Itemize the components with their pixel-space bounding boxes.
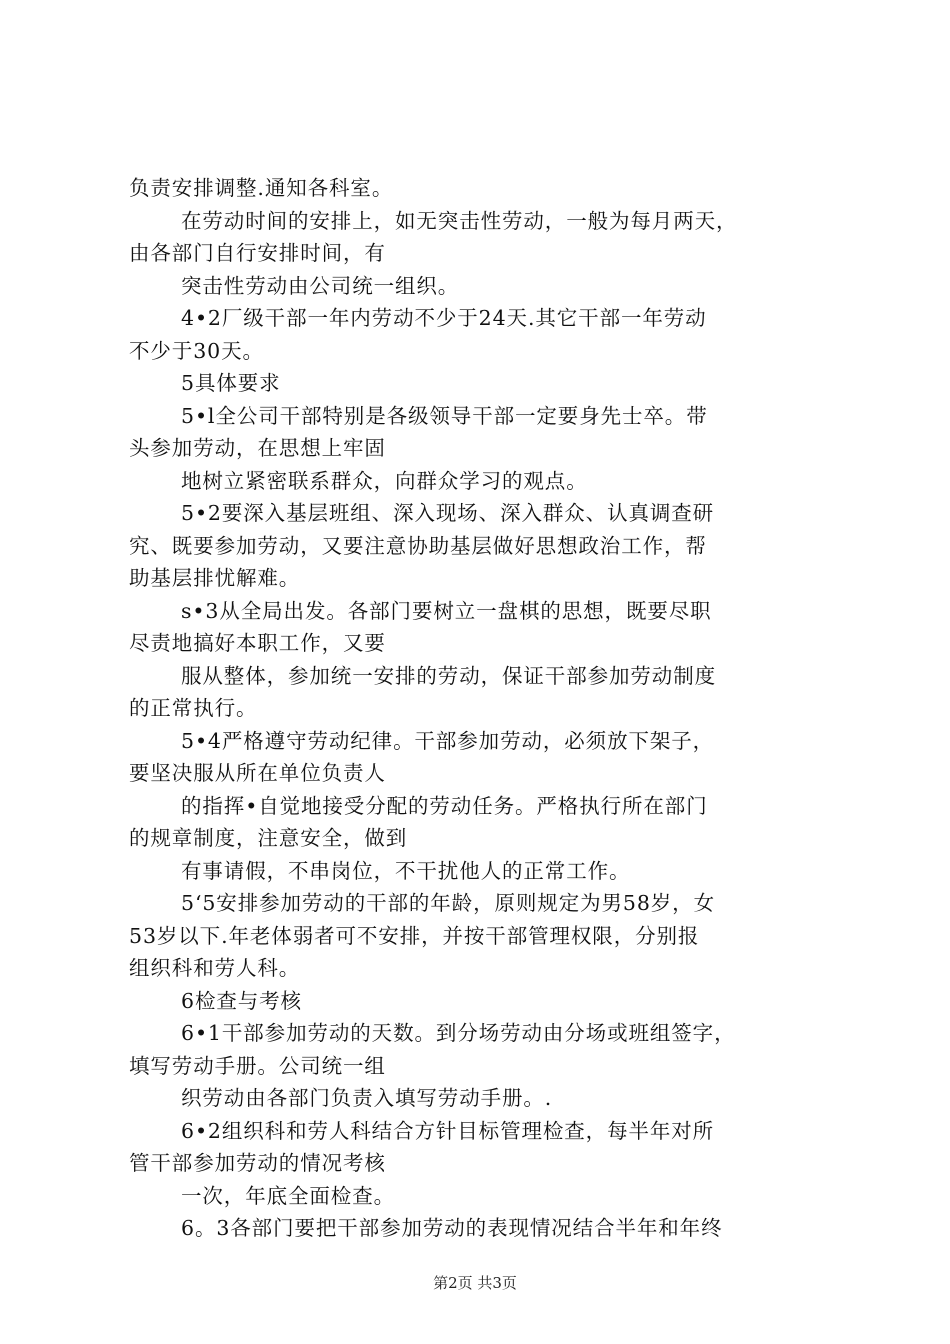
text-line: 组织科和劳人科。 [129,956,301,980]
text-line: 尽责地搞好本职工作，又要 [129,631,386,655]
text-line: 6•2组织科和劳人科结合方针目标管理检查，每半年对所 [181,1118,715,1143]
text-line: 5•2要深入基层班组、深入现场、深入群众、认真调查研 [181,501,715,525]
text-line: 的正常执行。 [129,696,258,720]
text-line: 6。3各部门要把干部参加劳动的表现情况结合半年和年终 [181,1216,723,1240]
text-line: 5•l全公司干部特别是各级领导干部一定要身先士卒。带 [181,403,708,428]
text-line: 要坚决服从所在单位负责人 [129,761,386,785]
text-line: 在劳动时间的安排上，如无突击性劳动，一般为每月两天， [181,208,738,233]
text-line: 究、既要参加劳动，又要注意协助基层做好思想政治工作，帮 [129,533,707,558]
text-line: 头参加劳动，在思想上牢固 [129,436,386,460]
text-line: 一次，年底全面检查。 [181,1183,395,1208]
text-line: 地树立紧密联系群众，向群众学习的观点。 [181,468,588,493]
text-line: 6•1干部参加劳动的天数。到分场劳动由分场或班组签字， [181,1021,736,1045]
text-line: 织劳动由各部门负责入填写劳动手册。. [181,1086,553,1110]
text-line: 53岁以下.年老体弱者可不安排，并按干部管理权限，分别报 [129,923,700,948]
text-line: 管干部参加劳动的情况考核 [129,1151,386,1175]
text-line: 5具体要求 [181,371,281,395]
text-line: s•3从全局出发。各部门要树立一盘棋的思想，既要尽职 [181,598,712,623]
text-line: 5‘5安排参加劳动的干部的年龄，原则规定为男58岁，女 [181,891,715,915]
text-line: 突击性劳动由公司统一组织。 [181,273,460,298]
text-line: 由各部门自行安排时间，有 [129,241,386,265]
document-body [129,172,829,1245]
page-footer: 第2页 共3页 [433,1274,517,1292]
text-line: 助基层排忧解难。 [129,566,301,590]
text-line: 有事请假，不串岗位，不干扰他人的正常工作。 [181,858,631,883]
text-line: 5•4严格遵守劳动纪律。干部参加劳动，必须放下架子， [181,728,715,753]
text-line: 4•2厂级干部一年内劳动不少于24天.其它干部一年劳动 [181,306,707,330]
text-line: 填写劳动手册。公司统一组 [129,1053,386,1078]
text-line: 负责安排调整.通知各科室。 [129,176,394,200]
text-line: 服从整体，参加统一安排的劳动，保证干部参加劳动制度 [181,663,716,688]
text-line: 的指挥•自觉地接受分配的劳动任务。严格执行所在部门 [181,793,708,818]
text-line: 的规章制度，注意安全，做到 [129,826,408,850]
text-line: 不少于30天。 [129,338,264,363]
text-line: 6检查与考核 [181,988,302,1013]
